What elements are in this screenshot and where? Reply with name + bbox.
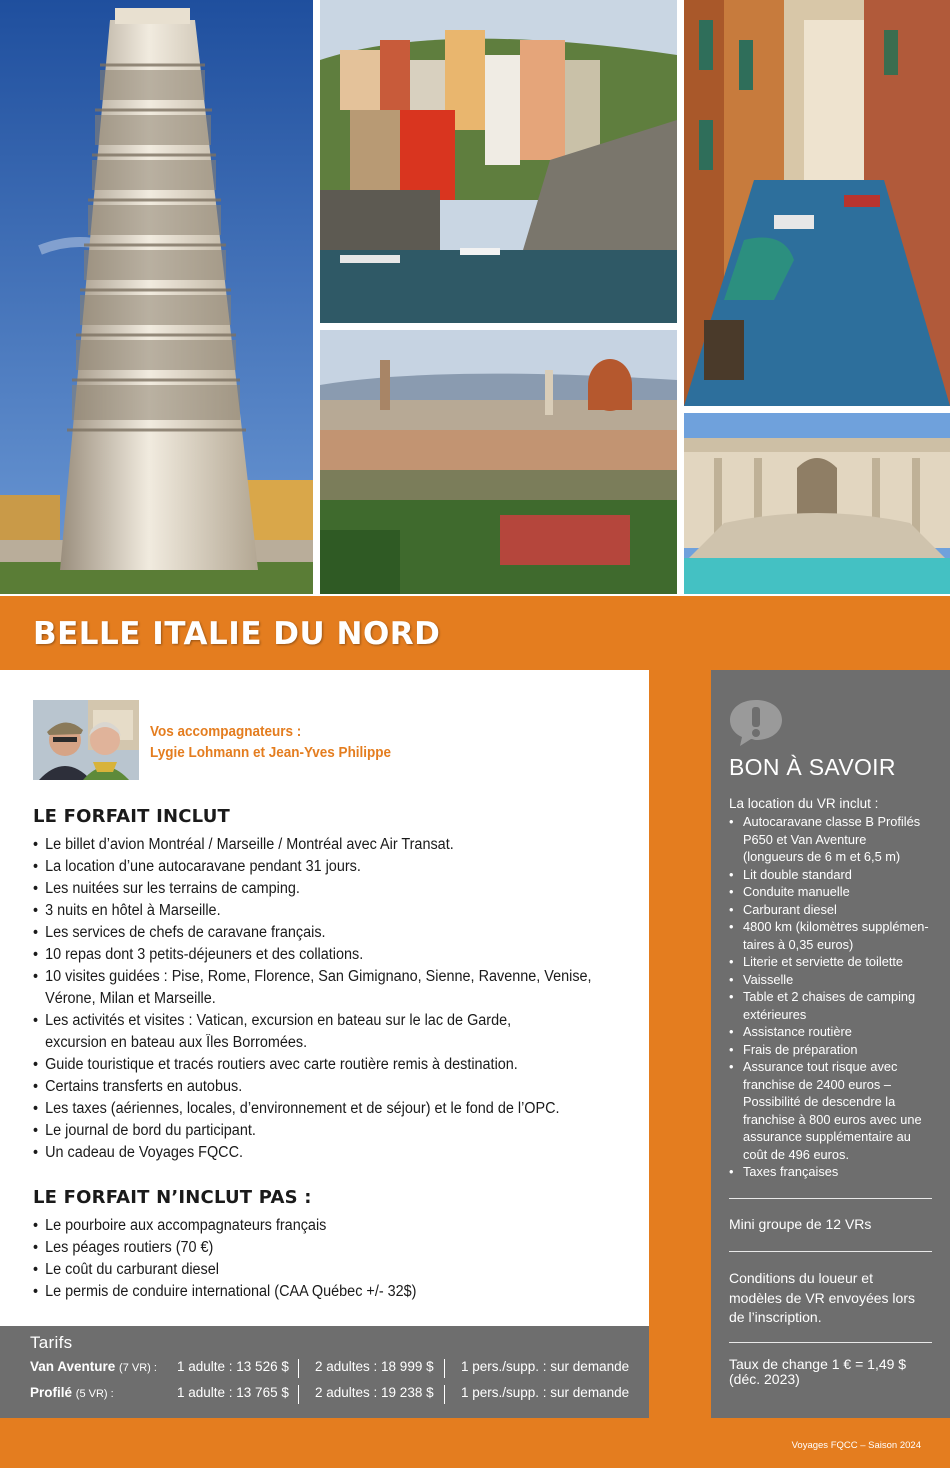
list-item: • 4800 km (kilomètres supplémen-taires à 0,35 euros) xyxy=(729,918,929,953)
tarif-model-count: (7 VR) : xyxy=(119,1362,157,1374)
divider xyxy=(729,1342,932,1343)
list-item: • Frais de préparation xyxy=(729,1041,929,1059)
list-item: • Lit double standard xyxy=(729,866,929,884)
list-item: • Taxes françaises xyxy=(729,1163,929,1181)
list-item: • Le coût du carburant diesel xyxy=(33,1259,628,1281)
footer-credit: Voyages FQCC – Saison 2024 xyxy=(791,1440,921,1451)
column-divider xyxy=(298,1385,299,1404)
rental-conditions-note: Conditions du loueur et modèles de VR envoyées lors de l’inscription. xyxy=(729,1270,915,1325)
photo-leaning-tower-pisa xyxy=(0,0,313,594)
tarif-model-name: Van Aventure xyxy=(30,1359,116,1374)
tarif-model-name: Profilé xyxy=(30,1385,73,1400)
list-item: • La location d’une autocaravane pendant 31 jours. xyxy=(33,856,628,878)
list-item: • Literie et serviette de toilette xyxy=(729,953,929,971)
main-panel xyxy=(0,670,649,1326)
rental-includes-list xyxy=(729,813,929,1181)
column-divider xyxy=(444,1385,445,1404)
good-to-know-sidebar xyxy=(711,670,950,1418)
photo-riomaggiore xyxy=(320,0,677,323)
list-item: • Le permis de conduire international (CAA Québec +/- 32$) xyxy=(33,1281,628,1303)
list-item: • Table et 2 chaises de camping extérieures xyxy=(729,988,929,1023)
tarif-two-adults: 2 adultes : 18 999 $ xyxy=(315,1359,434,1374)
list-item: • Les taxes (aériennes, locales, d’environnement et de séjour) et le fond de l’OPC. xyxy=(33,1098,628,1120)
tarif-one-adult: 1 adulte : 13 765 $ xyxy=(177,1385,289,1400)
photo-trevi-fountain xyxy=(684,413,950,594)
exchange-rate-note: Taux de change 1 € = 1,49 $ (déc. 2023) xyxy=(729,1356,907,1387)
guides-names: Lygie Lohmann et Jean-Yves Philippe xyxy=(150,744,392,761)
list-item: • Le billet d’avion Montréal / Marseille / Montréal avec Air Transat. xyxy=(33,834,628,856)
photo-collage xyxy=(0,0,950,596)
excluded-list xyxy=(33,1215,633,1303)
column-divider xyxy=(298,1359,299,1378)
list-item: • Les activités et visites : Vatican, excursion en bateau sur le lac de Garde, xyxy=(33,1010,628,1032)
list-item: • Certains transferts en autobus. xyxy=(33,1076,628,1098)
list-item: • Autocaravane classe B Profilés P650 et Van Aventure (longueurs de 6 m et 6,5 m) xyxy=(729,813,929,866)
list-item: • Guide touristique et tracés routiers avec carte routière remis à destination. xyxy=(33,1054,628,1076)
list-item: • Assistance routière xyxy=(729,1023,929,1041)
photo-florence xyxy=(320,330,677,594)
list-item: • Vaisselle xyxy=(729,971,929,989)
list-item: • Un cadeau de Voyages FQCC. xyxy=(33,1142,628,1164)
tarifs-panel xyxy=(0,1326,649,1418)
tarif-one-adult: 1 adulte : 13 526 $ xyxy=(177,1359,289,1374)
tarif-single-supplement: 1 pers./supp. : sur demande xyxy=(461,1385,630,1400)
list-item: • Carburant diesel xyxy=(729,901,929,919)
tarif-two-adults: 2 adultes : 19 238 $ xyxy=(315,1385,434,1400)
list-item: • 10 repas dont 3 petits-déjeuners et des collations. xyxy=(33,944,628,966)
list-item: • Le journal de bord du participant. xyxy=(33,1120,628,1142)
tarif-model xyxy=(30,1359,157,1374)
list-item: • Le pourboire aux accompagnateurs français xyxy=(33,1215,628,1237)
divider xyxy=(729,1251,932,1252)
guides-label-line1: Vos accompagnateurs : xyxy=(150,723,302,740)
included-list xyxy=(33,834,633,1164)
info-bubble-icon xyxy=(728,698,784,748)
list-item: • Assurance tout risque avec franchise de 2400 euros – Possibilité de descendre la franchise à 800 euros avec une assurance supplémentaire au coût de 496 euros. xyxy=(729,1058,929,1163)
tarif-model xyxy=(30,1385,114,1400)
list-item: • Les péages routiers (70 €) xyxy=(33,1237,628,1259)
included-heading: LE FORFAIT INCLUT xyxy=(33,806,230,827)
list-item: • Conduite manuelle xyxy=(729,883,929,901)
tarif-model-count: (5 VR) : xyxy=(75,1388,114,1400)
list-item: • 10 visites guidées : Pise, Rome, Florence, San Gimignano, Sienne, Ravenne, Venise, xyxy=(33,966,628,988)
list-item-continuation: excursion en bateau aux Îles Borromées. xyxy=(45,1034,308,1051)
guides-label xyxy=(150,721,510,763)
excluded-heading: LE FORFAIT N’INCLUT PAS : xyxy=(33,1187,312,1208)
list-item: • 3 nuits en hôtel à Marseille. xyxy=(33,900,628,922)
tarifs-title: Tarifs xyxy=(30,1333,73,1352)
mini-group-note: Mini groupe de 12 VRs xyxy=(729,1216,872,1232)
page-title: BELLE ITALIE DU NORD xyxy=(33,616,441,652)
divider xyxy=(729,1198,932,1199)
list-item: • Les nuitées sur les terrains de camping. xyxy=(33,878,628,900)
guides-photo xyxy=(33,700,139,780)
photo-venice-canal xyxy=(684,0,950,406)
title-band xyxy=(0,596,950,670)
tarif-single-supplement: 1 pers./supp. : sur demande xyxy=(461,1359,630,1374)
list-item-continuation: Vérone, Milan et Marseille. xyxy=(45,990,216,1007)
rental-includes-intro: La location du VR inclut : xyxy=(729,796,879,811)
list-item: • Les services de chefs de caravane français. xyxy=(33,922,628,944)
sidebar-title: BON À SAVOIR xyxy=(729,754,896,780)
column-divider xyxy=(444,1359,445,1378)
